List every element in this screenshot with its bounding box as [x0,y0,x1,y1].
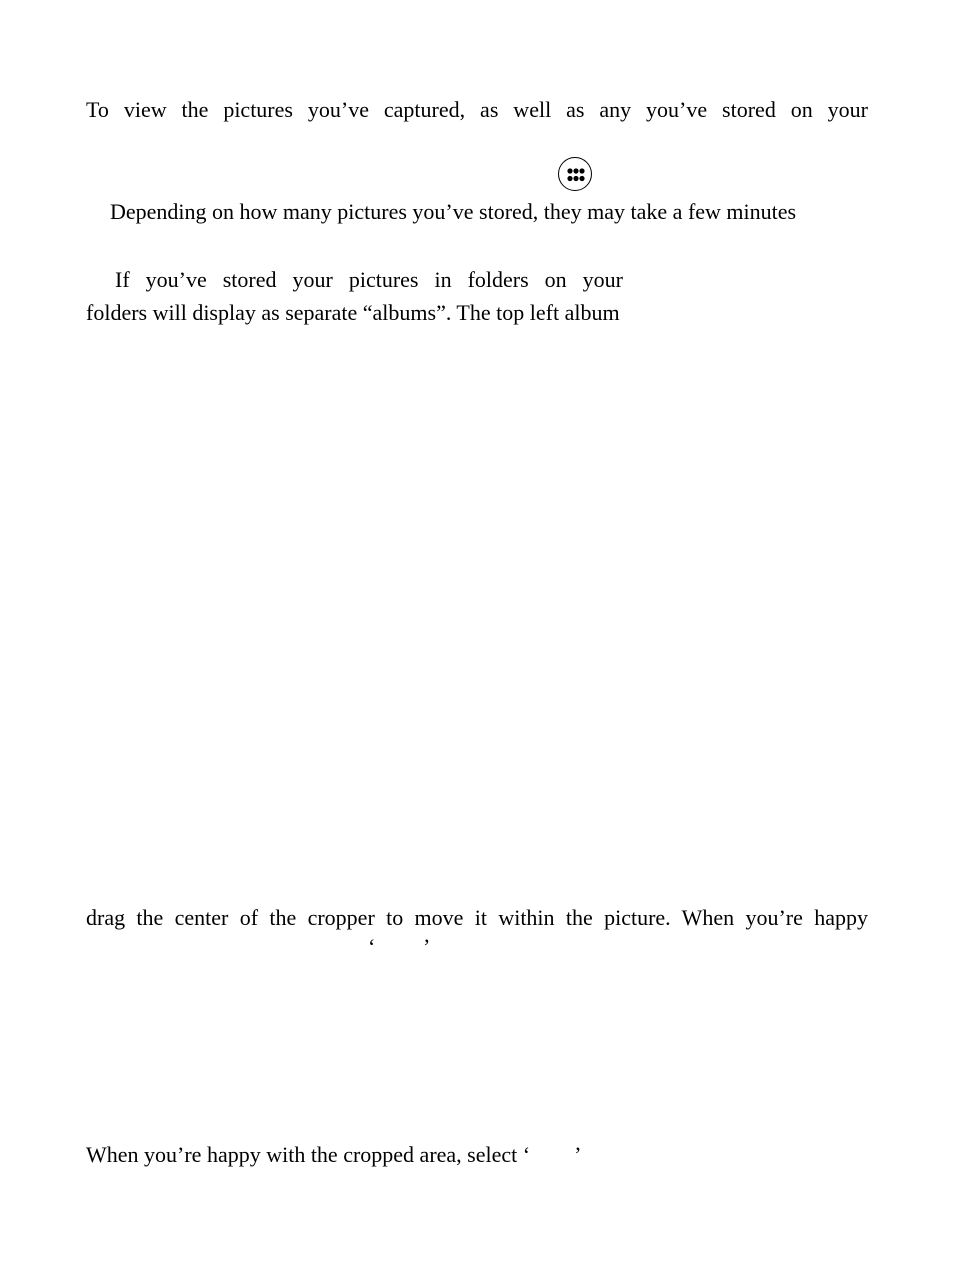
paragraph-folders-line2: folders will display as separate “albums”. The top left album [86,300,620,325]
paragraph-view-pictures: To view the pictures you’ve captured, as well as any you’ve stored on your [86,97,868,122]
open-quote: ‘ [368,934,376,959]
paragraph-depending: Depending on how many pictures you’ve stored, they may take a few minutes [110,199,797,224]
paragraph-cropped-area: When you’re happy with the cropped area, select ‘ ’ [86,1142,582,1167]
apps-grid-glyph [559,158,593,192]
apps-grid-icon [558,157,592,191]
close-quote: ’ [423,934,431,959]
paragraph-folders-line1: If you’ve stored your pictures in folders on your [115,267,623,292]
paragraph-drag-cropper: drag the center of the cropper to move it within the picture. When you’re happy [86,905,868,930]
